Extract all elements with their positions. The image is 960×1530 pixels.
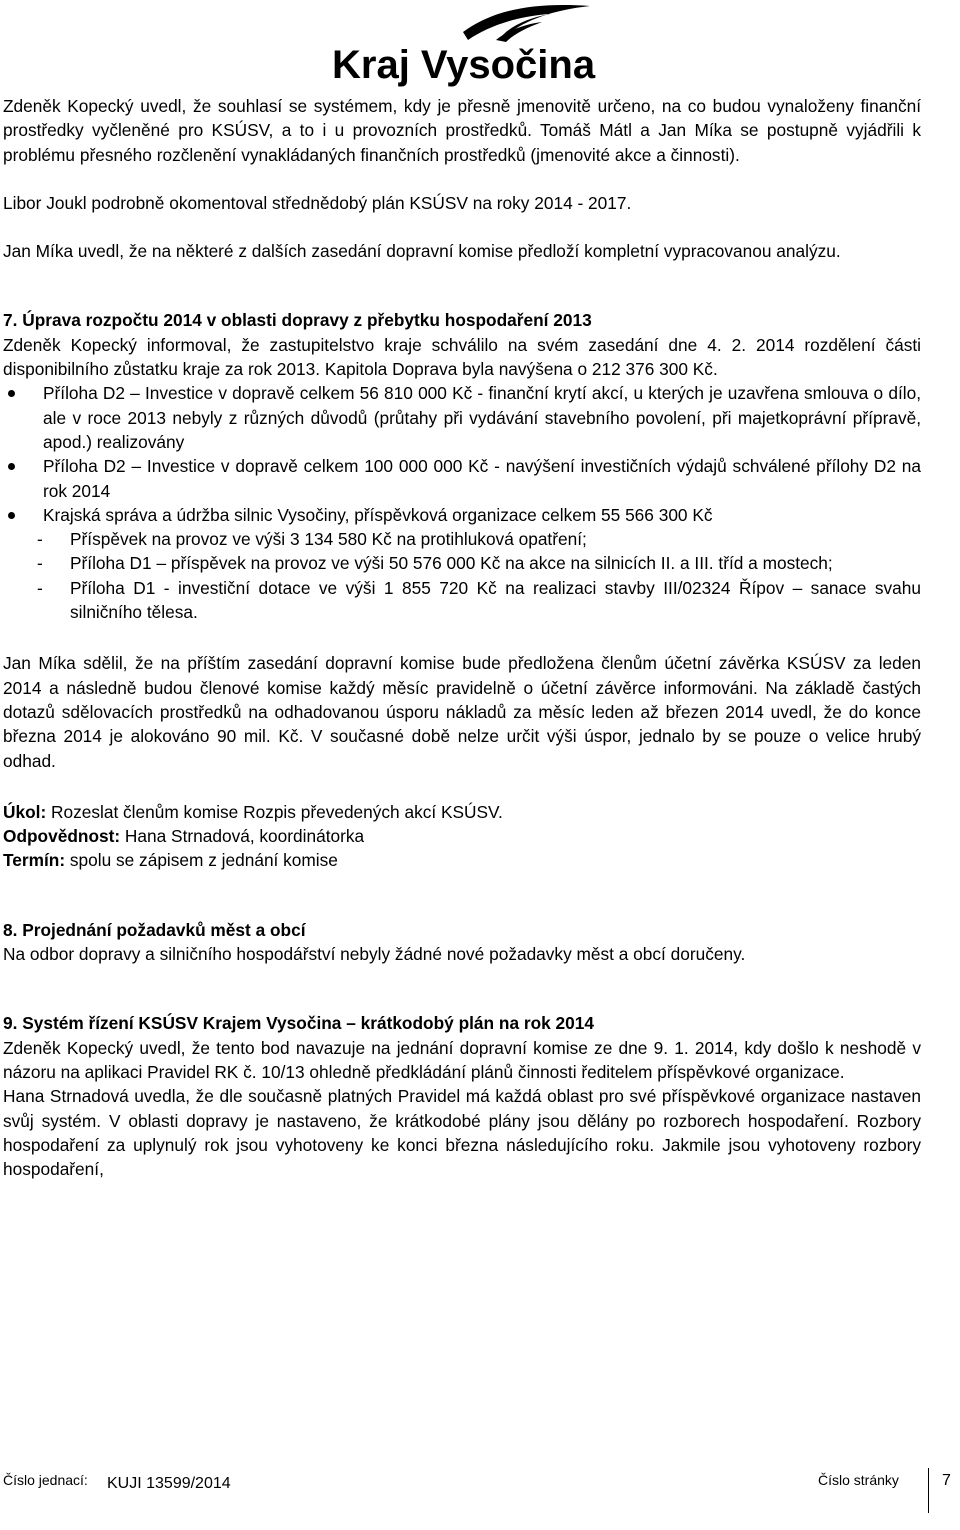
task-value: Rozeslat členům komise Rozpis převedených akcí KSÚSV. bbox=[46, 801, 503, 822]
paragraph: Na odbor dopravy a silničního hospodářství nebyly žádné nové požadavky měst a obcí doručeny. bbox=[3, 944, 746, 965]
page-number: 7 bbox=[942, 1472, 951, 1489]
list-item: Příloha D2 – Investice v dopravě celkem 100 000 000 Kč - navýšení investičních výdajů schválené přílohy D2 na rok 2014 bbox=[3, 454, 921, 503]
logo-text: Kraj Vysočina bbox=[332, 43, 596, 87]
section-9-heading: 9. Systém řízení KSÚSV Krajem Vysočina – krátkodobý plán na rok 2014 bbox=[3, 1013, 595, 1034]
reference-label: Číslo jednací: bbox=[3, 1472, 88, 1488]
paragraph: Jan Míka uvedl, že na některé z dalších zasedání dopravní komise předloží kompletní vypracovanou analýzu. bbox=[3, 241, 841, 262]
page-label: Číslo stránky bbox=[818, 1472, 899, 1488]
dash-list bbox=[3, 527, 921, 624]
paragraph: Zdeněk Kopecký informoval, že zastupitelstvo kraje schválilo na svém zasedání dne 4. 2. 2014 rozdělení části disponibilního zůstatku kraje za rok 2013. Kapitola Doprava byla navýšena o 212 376 300 Kč. bbox=[3, 334, 921, 380]
paragraph: Hana Strnadová uvedla, že dle současně platných Pravidel má každá oblast pro své příspěvkové organizace nastaven svůj systém. V oblasti dopravy je nastaveno, že krátkodobé plány jsou dělány po rozborech hospodaření. Rozbory hospodaření za uplynulý rok jsou vyhotoveny ke konci března následujícího roku. Jakmile jsou vyhotoveny rozbory hospodaření, bbox=[3, 1086, 921, 1180]
term-value: spolu se zápisem z jednání komise bbox=[65, 850, 338, 871]
kraj-vysocina-logo bbox=[328, 0, 598, 88]
list-item: - Příspěvek na provoz ve výši 3 134 580 Kč na protihluková opatření; bbox=[3, 527, 921, 551]
term-label: Termín: bbox=[3, 850, 66, 871]
list-item: Příloha D2 – Investice v dopravě celkem 56 810 000 Kč - finanční krytí akcí, u kterých je uzavřena smlouva o dílo, ale v roce 2013 nebyly z různých důvodů (průtahy při vydávání stavebního povolení, při majetkoprávní přípravě, apod.) realizovány bbox=[3, 381, 921, 454]
list-item: Krajská správa a údržba silnic Vysočiny, příspěvková organizace celkem 55 566 300 Kč bbox=[3, 503, 921, 527]
task-label: Úkol: bbox=[3, 801, 47, 822]
responsibility-value: Hana Strnadová, koordinátorka bbox=[120, 826, 365, 847]
section-7-heading: 7. Úprava rozpočtu 2014 v oblasti dopravy z přebytku hospodaření 2013 bbox=[3, 310, 592, 331]
section-8-heading: 8. Projednání požadavků měst a obcí bbox=[3, 919, 306, 940]
responsibility-line bbox=[3, 824, 921, 848]
list-item: - Příloha D1 – příspěvek na provoz ve výši 50 576 000 Kč na akce na silnicích II. a III. tříd a mostech; bbox=[3, 551, 921, 575]
paragraph: Zdeněk Kopecký uvedl, že tento bod navazuje na jednání dopravní komise ze dne 9. 1. 2014, kdy došlo k neshodě v názoru na aplikaci Pravidel RK č. 10/13 ohledně předkládání plánů činnosti ředitelem příspěvkové organizace. bbox=[3, 1037, 921, 1082]
page-footer bbox=[0, 1468, 960, 1518]
paragraph: Libor Joukl podrobně okomentoval střednědobý plán KSÚSV na roky 2014 - 2017. bbox=[3, 192, 632, 213]
term-line bbox=[3, 848, 921, 872]
responsibility-label: Odpovědnost: bbox=[3, 826, 121, 847]
reference-number: KUJI 13599/2014 bbox=[107, 1475, 231, 1492]
logo-swoosh-icon bbox=[463, 5, 590, 40]
paragraph: Jan Míka sdělil, že na příštím zasedání dopravní komise bude předložena členům účetní závěrka KSÚSV za leden 2014 a následně budou členové komise každý měsíc pravidelně o účetní závěrce informováni. Na základě častých dotazů sdělovacích prostředků na odhadovanou úsporu nákladů za měsíc leden až březen 2014 uvedl, že do konce března 2014 je alokováno 90 mil. Kč. V současné době nelze určit výši úspor, jednalo by se pouze o velice hrubý odhad. bbox=[3, 653, 921, 771]
footer-divider bbox=[928, 1468, 929, 1513]
task-line bbox=[3, 800, 921, 824]
list-item: - Příloha D1 - investiční dotace ve výši 1 855 720 Kč na realizaci stavby III/02324 Řípov – sanace svahu silničního tělesa. bbox=[3, 576, 921, 625]
document-body bbox=[3, 94, 921, 1181]
bullet-list bbox=[3, 381, 921, 527]
paragraph: Zdeněk Kopecký uvedl, že souhlasí se systémem, kdy je přesně jmenovitě určeno, na co budou vynaloženy finanční prostředky vyčleněné pro KSÚSV, a to i u provozních prostředků. Tomáš Mátl a Jan Míka se postupně vyjádřili k problému přesného rozčlenění vynakládaných finančních prostředků (jmenovité akce a činnosti). bbox=[3, 96, 921, 165]
